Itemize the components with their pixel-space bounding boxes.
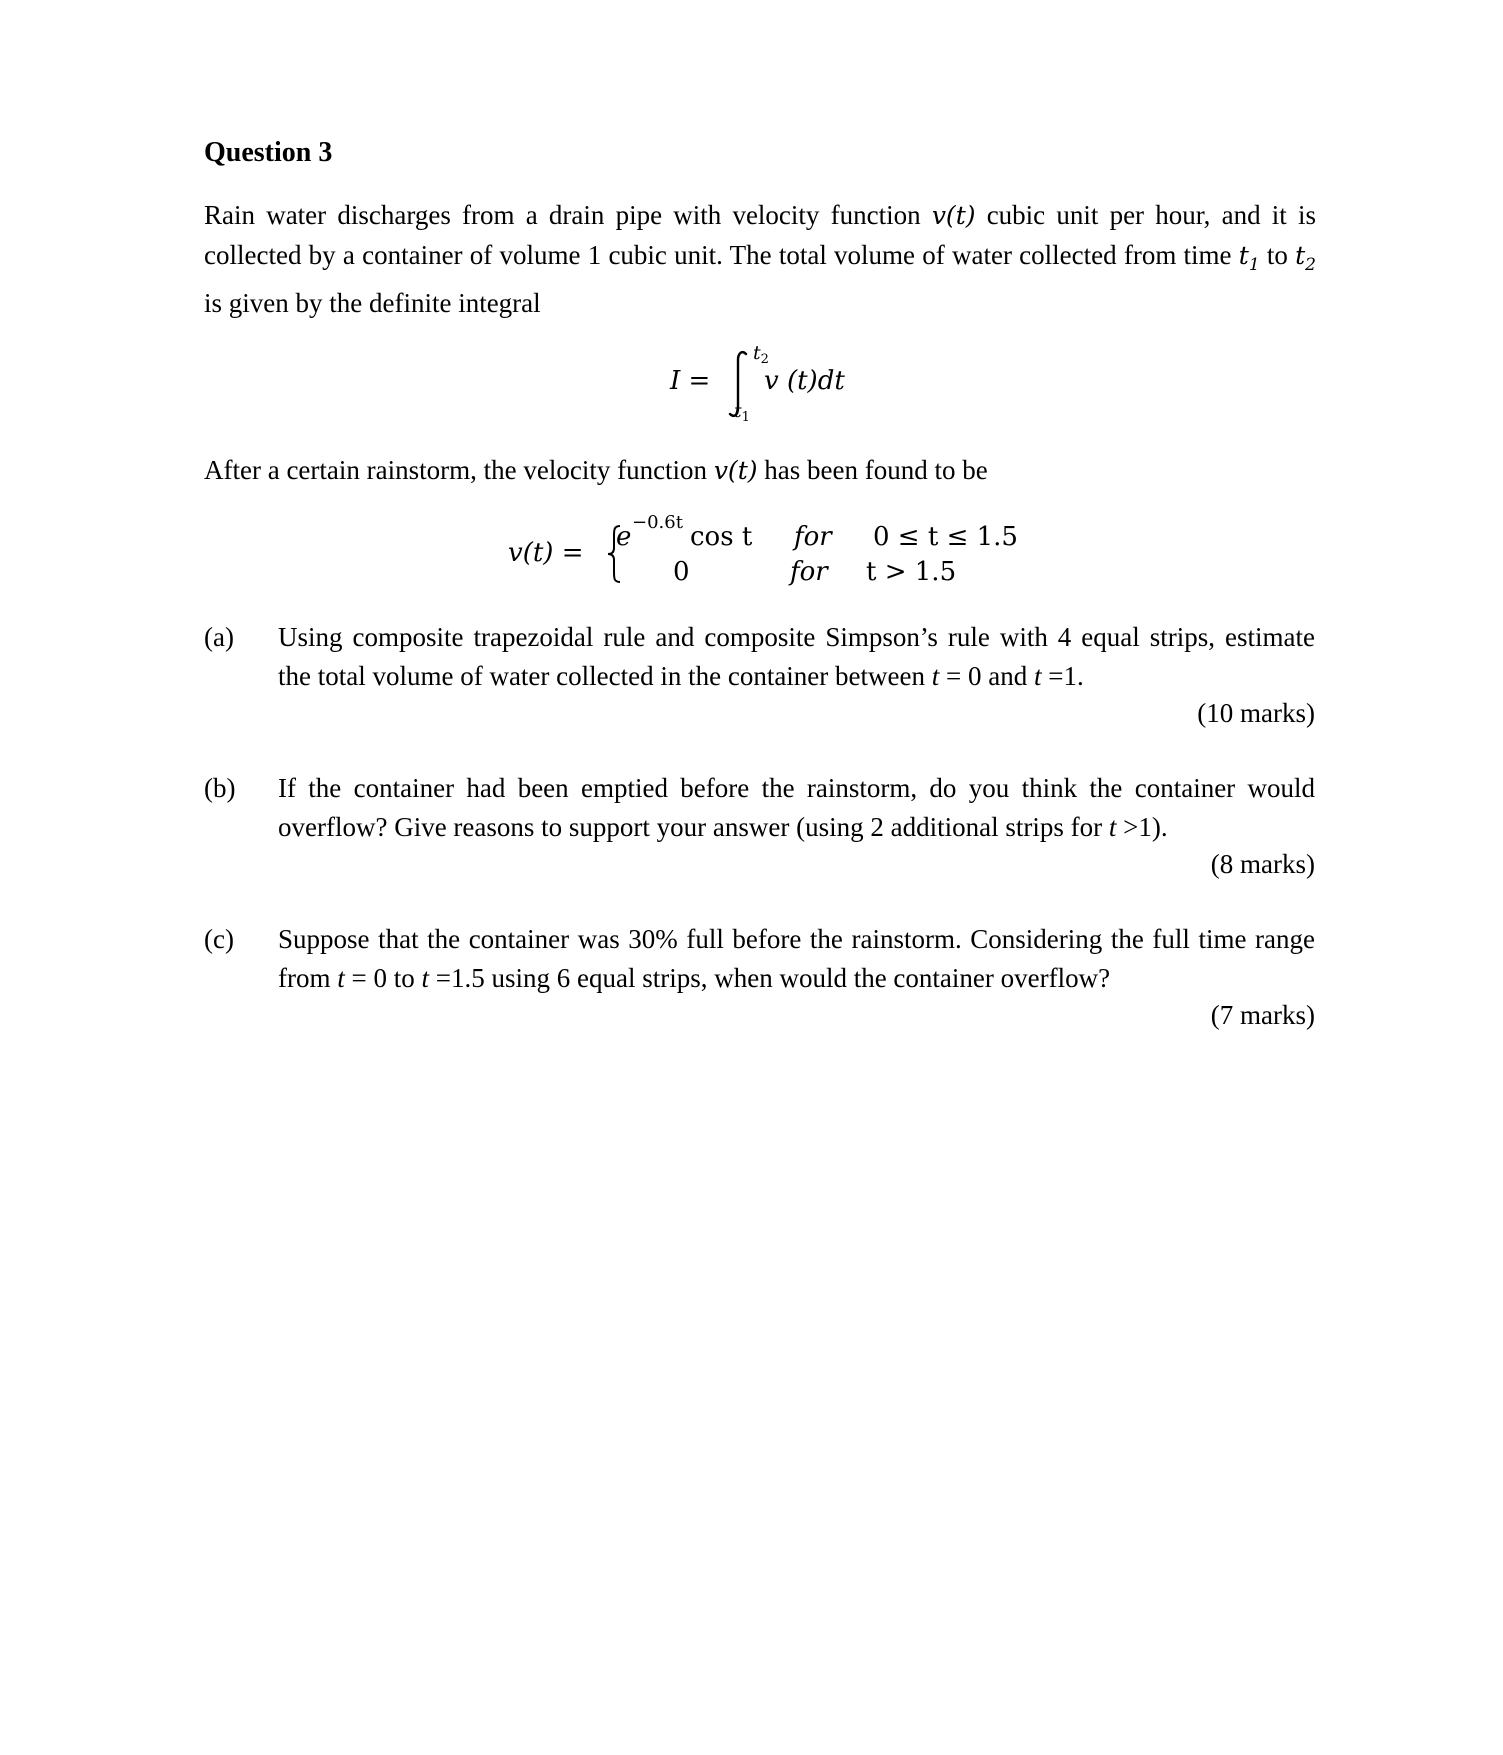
after-text-1: After a certain rainstorm, the velocity function: [204, 455, 714, 485]
integrand: v (t)dt: [764, 366, 845, 396]
part-b-text-1: If the container had been emptied before the rainstorm, do you think the container would overflow? Give reasons to support your answer (using 2 additional strips for: [278, 773, 1315, 842]
part-a-marks: (10 marks): [1197, 698, 1315, 728]
part-a-label: (a): [204, 622, 234, 652]
part-a-text-1: Using composite trapezoidal rule and composite Simpson’s rule with 4 equal strips, estimate the total volume of water collected in the container between: [278, 622, 1315, 691]
part-c-text: [278, 920, 1315, 997]
upper-limit-var: t: [753, 342, 761, 364]
time-end-subscript: 2: [1305, 254, 1316, 275]
after-paragraph: [204, 451, 1316, 491]
part-a-text: [278, 618, 1315, 695]
part-c-text-3: =1.5 using 6 equal strips, when would the container overflow?: [429, 962, 1111, 993]
time-end-symbol: t: [1295, 240, 1306, 270]
part-b-text-2: >1).: [1116, 811, 1168, 842]
piecewise-lhs: v(t) =: [508, 538, 584, 568]
velocity-symbol-2: v(t): [713, 456, 758, 485]
part-c-var-1: t: [337, 962, 345, 993]
intro-text-3: to: [1259, 239, 1296, 270]
case1-condition: 0 ≤ t ≤ 1.5: [873, 522, 1018, 552]
case1-exponent: −0.6t: [632, 512, 683, 533]
integral-upper-limit: [753, 342, 769, 367]
part-b-var-1: t: [1108, 811, 1117, 842]
time-start-subscript: 1: [1248, 254, 1260, 275]
part-a-text-3: =1.: [1041, 660, 1084, 691]
case2-for: for: [790, 557, 828, 587]
case1-base: e: [616, 522, 632, 552]
intro-text-2: cubic unit per hour, and it is collected by a container of volume 1 cubic unit. The total volume of water collected from time: [204, 200, 1316, 270]
part-c-label: (c): [204, 924, 234, 954]
case1-for: for: [794, 522, 832, 552]
lower-limit-sub: 1: [741, 410, 750, 425]
part-b-label: (b): [204, 773, 236, 803]
lower-limit-var: t: [734, 400, 742, 422]
case2-value: 0: [673, 557, 690, 587]
question-title: Question 3: [204, 137, 333, 168]
integral-lower-limit: [734, 400, 750, 425]
velocity-symbol: v(t): [931, 201, 976, 230]
part-c-var-2: t: [421, 962, 429, 993]
part-b-marks: (8 marks): [1210, 849, 1315, 879]
time-start-symbol: t: [1238, 240, 1249, 270]
after-text-2: has been found to be: [757, 455, 988, 485]
upper-limit-sub: 2: [760, 352, 769, 367]
part-c-text-1: Suppose that the container was 30% full before the rainstorm. Considering the full time range from: [278, 924, 1315, 993]
intro-paragraph: [204, 196, 1316, 323]
intro-text-1: Rain water discharges from a drain pipe with velocity function: [204, 200, 932, 230]
intro-text-4: is given by the definite integral: [204, 288, 541, 318]
part-c-marks: (7 marks): [1210, 1000, 1315, 1030]
case2-condition: t > 1.5: [866, 557, 957, 587]
integral-lhs: I =: [670, 366, 711, 396]
part-a-text-2: = 0 and: [939, 660, 1034, 691]
part-a-var-1: t: [931, 660, 940, 691]
part-b-text: [278, 769, 1315, 846]
part-a-var-2: t: [1033, 660, 1042, 691]
case1-cos: cos t: [690, 522, 753, 552]
part-c-text-2: = 0 to: [344, 962, 422, 993]
